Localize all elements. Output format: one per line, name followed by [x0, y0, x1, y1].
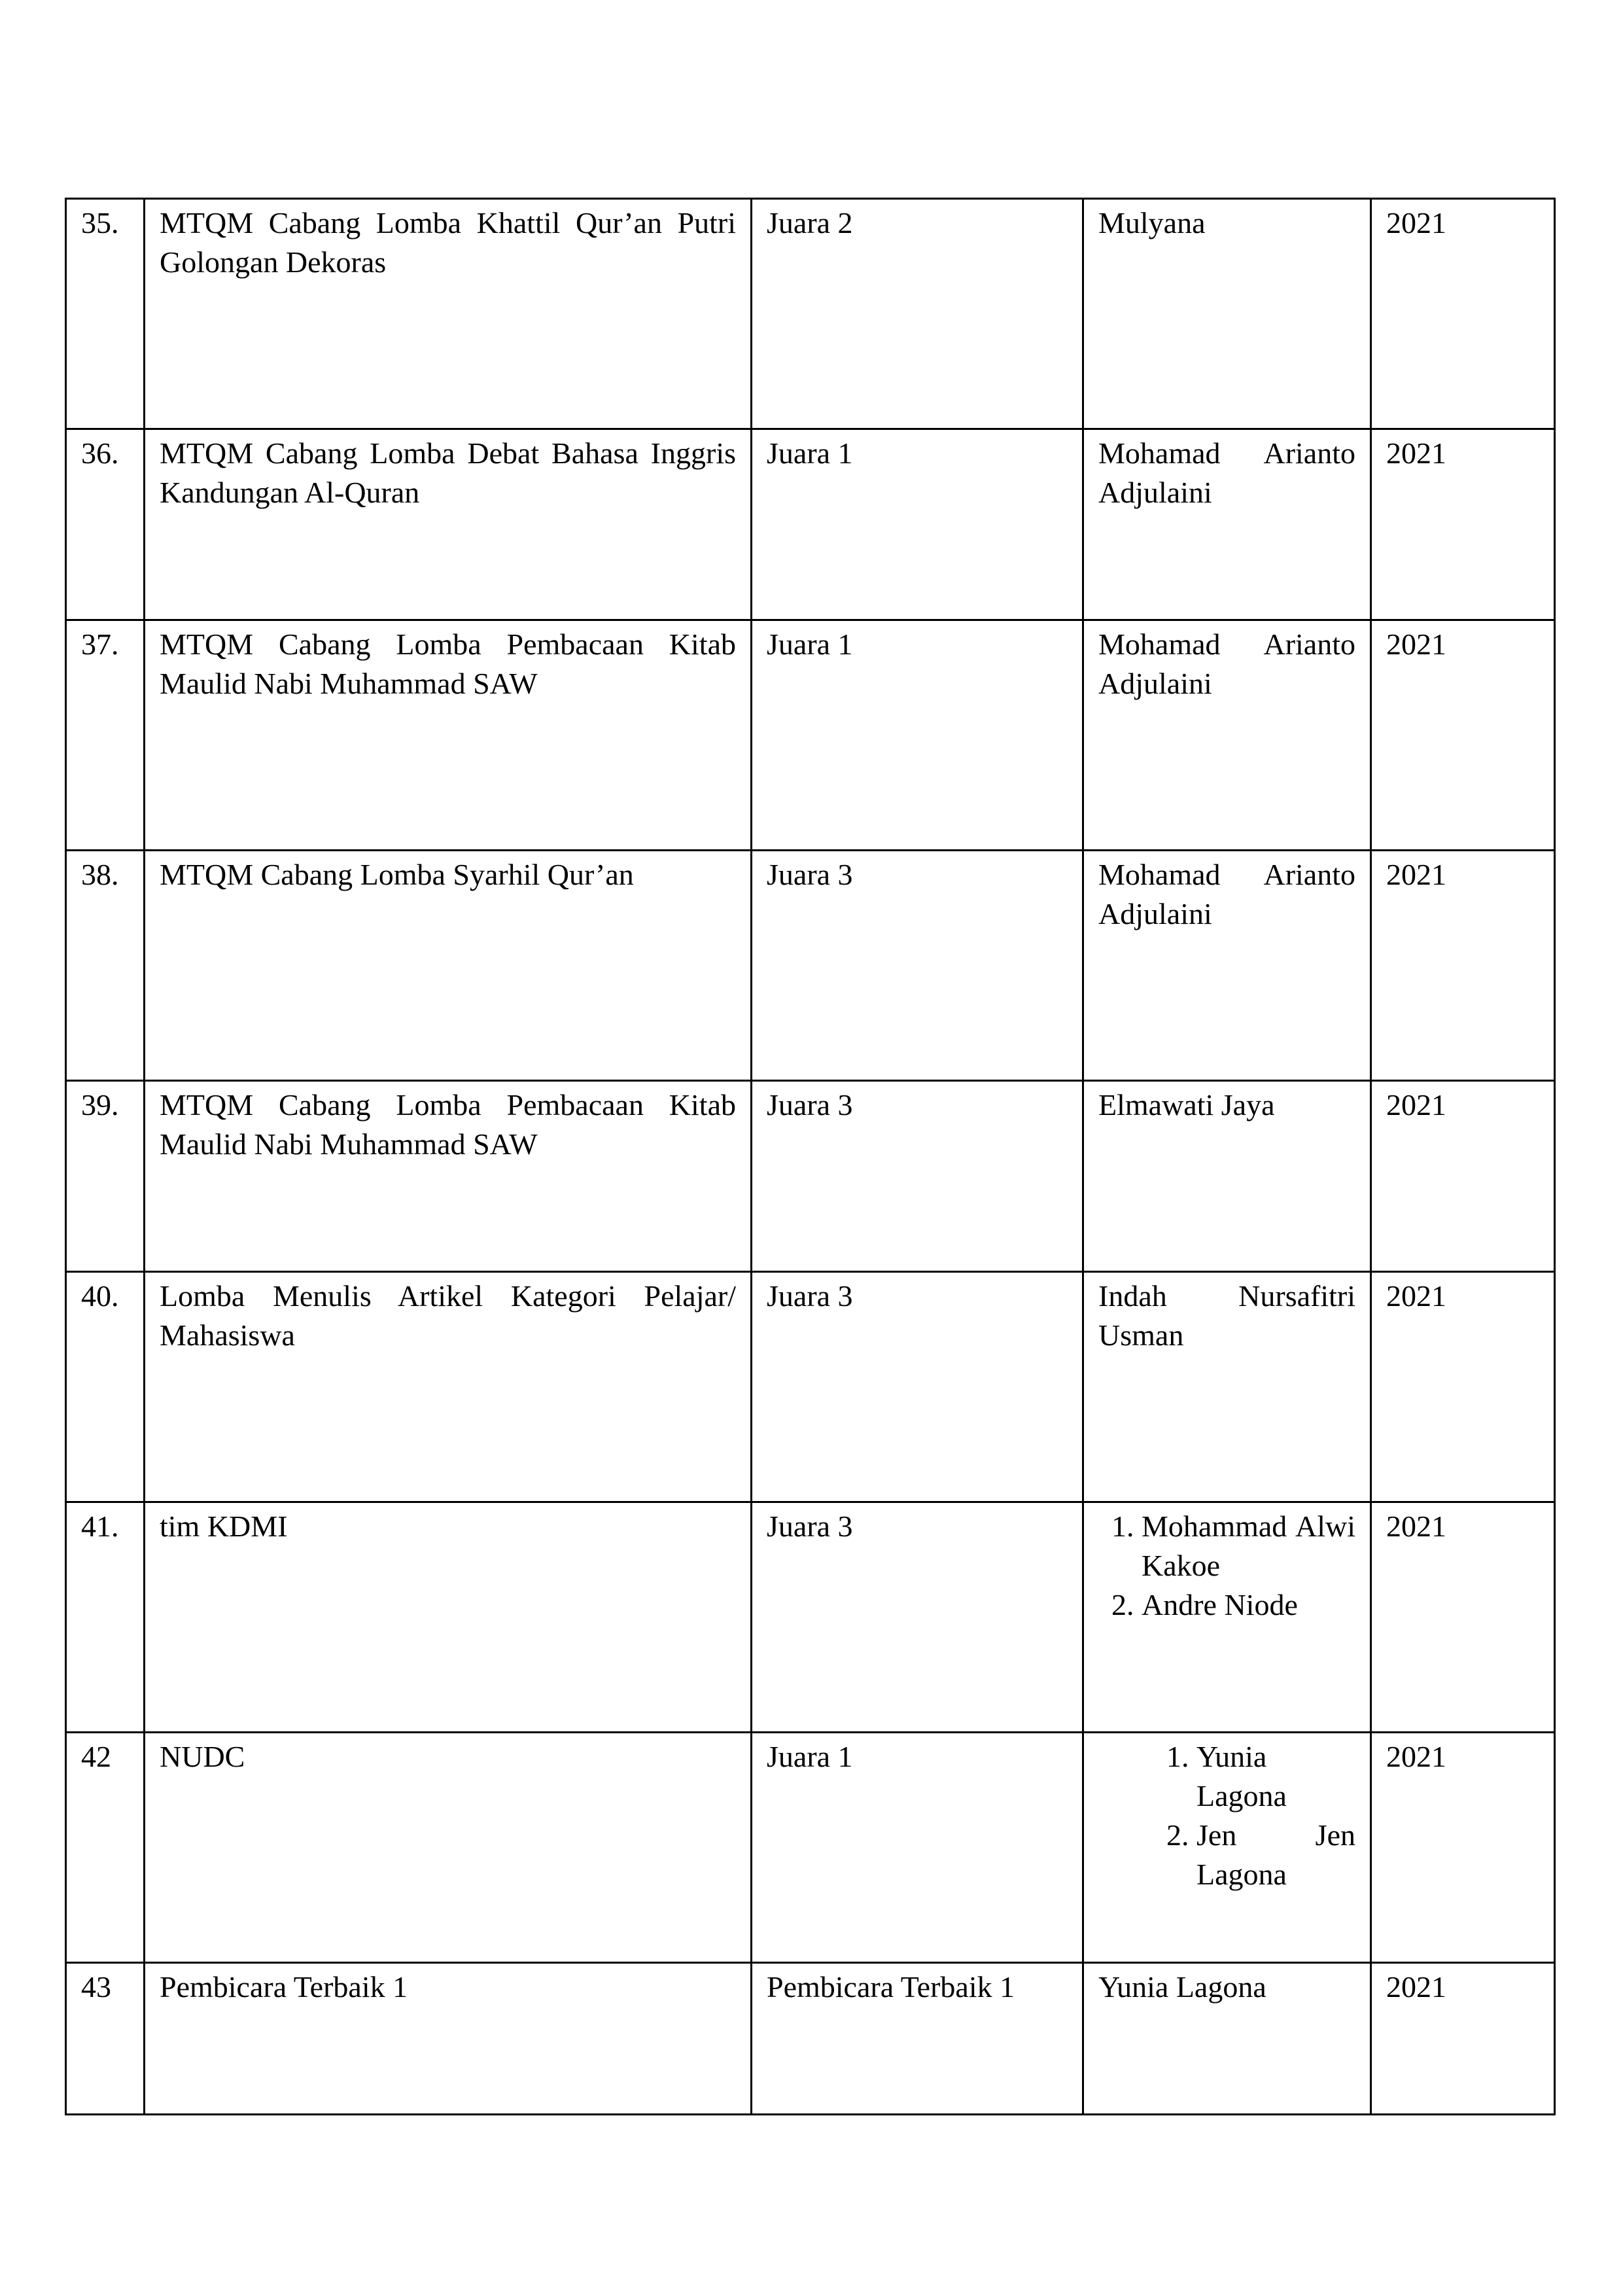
year: 2021 [1371, 199, 1555, 429]
participant-name: Mulyana [1083, 199, 1371, 429]
table-row [66, 1502, 1555, 1733]
event-name: Pembicara Terbaik 1 [145, 1963, 752, 2115]
year: 2021 [1371, 1502, 1555, 1733]
rank: Juara 2 [752, 199, 1083, 429]
event-name: MTQM Cabang Lomba Syarhil Qur’an [145, 851, 752, 1081]
table-row [66, 1733, 1555, 1963]
table-row [66, 1963, 1555, 2115]
year: 2021 [1371, 1272, 1555, 1502]
table-row [66, 199, 1555, 429]
row-number: 40. [66, 1272, 145, 1502]
participant-list [1092, 1507, 1355, 1625]
year: 2021 [1371, 1081, 1555, 1272]
year: 2021 [1371, 620, 1555, 851]
event-name: MTQM Cabang Lomba Debat Bahasa Inggris Kandungan Al-Quran [145, 429, 752, 620]
event-name: MTQM Cabang Lomba Pembacaan Kitab Maulid Nabi Muhammad SAW [145, 620, 752, 851]
year: 2021 [1371, 851, 1555, 1081]
row-number: 39. [66, 1081, 145, 1272]
achievement-table [65, 198, 1556, 2115]
participant-list-cell [1083, 1733, 1371, 1963]
rank: Pembicara Terbaik 1 [752, 1963, 1083, 2115]
participant-name: Indah Nursafitri Usman [1083, 1272, 1371, 1502]
table-row [66, 620, 1555, 851]
participant-name: Elmawati Jaya [1083, 1081, 1371, 1272]
rank: Juara 3 [752, 851, 1083, 1081]
rank: Juara 3 [752, 1081, 1083, 1272]
event-name: MTQM Cabang Lomba Pembacaan Kitab Maulid Nabi Muhammad SAW [145, 1081, 752, 1272]
rank: Juara 1 [752, 429, 1083, 620]
list-item: 1. Mohammad Alwi Kakoe [1142, 1507, 1355, 1585]
participant-name: Mohamad Arianto Adjulaini [1083, 851, 1371, 1081]
table-row [66, 851, 1555, 1081]
year: 2021 [1371, 429, 1555, 620]
list-item: 2. Andre Niode [1142, 1585, 1355, 1625]
participant-list-cell [1083, 1502, 1371, 1733]
row-number: 36. [66, 429, 145, 620]
year: 2021 [1371, 1963, 1555, 2115]
table-row [66, 1272, 1555, 1502]
rank: Juara 1 [752, 1733, 1083, 1963]
event-name: MTQM Cabang Lomba Khattil Qur’an Putri Golongan Dekoras [145, 199, 752, 429]
participant-name: Mohamad Arianto Adjulaini [1083, 620, 1371, 851]
table-row [66, 429, 1555, 620]
row-number: 37. [66, 620, 145, 851]
table-row [66, 1081, 1555, 1272]
row-number: 38. [66, 851, 145, 1081]
event-name: tim KDMI [145, 1502, 752, 1733]
list-item: 2. Jen Jen Lagona [1196, 1816, 1355, 1894]
row-number: 43 [66, 1963, 145, 2115]
rank: Juara 3 [752, 1272, 1083, 1502]
rank: Juara 1 [752, 620, 1083, 851]
row-number: 35. [66, 199, 145, 429]
participant-name: Yunia Lagona [1083, 1963, 1371, 2115]
participant-name: Mohamad Arianto Adjulaini [1083, 429, 1371, 620]
event-name: NUDC [145, 1733, 752, 1963]
event-name: Lomba Menulis Artikel Kategori Pelajar/ Mahasiswa [145, 1272, 752, 1502]
year: 2021 [1371, 1733, 1555, 1963]
list-item: 1. Yunia Lagona [1196, 1737, 1355, 1816]
rank: Juara 3 [752, 1502, 1083, 1733]
row-number: 41. [66, 1502, 145, 1733]
participant-list [1092, 1737, 1355, 1894]
row-number: 42 [66, 1733, 145, 1963]
